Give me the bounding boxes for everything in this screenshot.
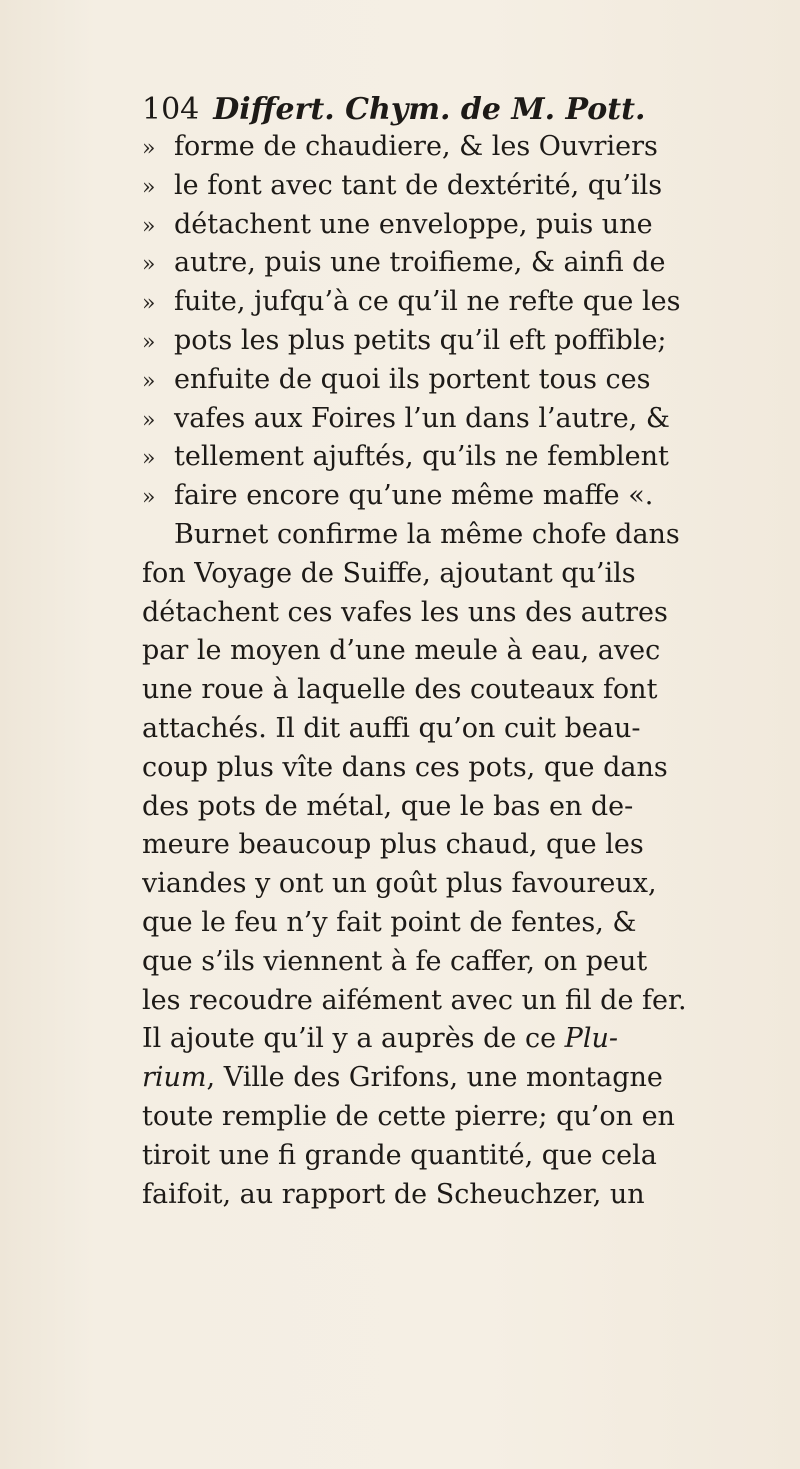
text-line <box>142 1137 772 1176</box>
text-line <box>142 555 772 594</box>
quote-mark: » <box>142 213 156 239</box>
line-text: par le moyen d’une meule à eau, avec <box>142 635 661 667</box>
quote-mark: » <box>142 174 156 200</box>
line-text: enfuite de quoi ils portent tous ces <box>174 363 651 395</box>
text-line <box>142 516 772 555</box>
line-text: une roue à laquelle des couteaux font <box>142 674 658 706</box>
quote-mark: » <box>142 368 156 394</box>
italic-word: rium <box>142 1062 207 1094</box>
running-header <box>142 90 645 130</box>
quote-mark: » <box>142 407 156 433</box>
line-text: attachés. Il dit auffi qu’on cuit beau- <box>142 712 641 744</box>
body-text <box>142 128 772 1214</box>
quote-mark: » <box>142 291 156 317</box>
text-line <box>142 788 772 827</box>
text-line <box>142 477 772 516</box>
text-line <box>142 1176 772 1215</box>
line-text: toute remplie de cette pierre; qu’on en <box>142 1100 675 1132</box>
text-line <box>142 632 772 671</box>
line-text: vafes aux Foires l’un dans l’autre, & <box>174 402 670 434</box>
text-line <box>142 749 772 788</box>
line-text: que le feu n’y fait point de fentes, & <box>142 906 637 938</box>
text-line <box>142 167 772 206</box>
text-line <box>142 865 772 904</box>
line-text: faire encore qu’une même maffe «. <box>174 480 654 512</box>
line-text: Il ajoute qu’il y a auprès de ce <box>142 1023 565 1055</box>
text-line <box>142 283 772 322</box>
text-line <box>142 671 772 710</box>
line-text: des pots de métal, que le bas en de- <box>142 790 634 822</box>
text-line <box>142 361 772 400</box>
line-text: forme de chaudiere, & les Ouvriers <box>174 131 658 162</box>
text-line <box>142 943 772 982</box>
text-line <box>142 826 772 865</box>
quote-mark: » <box>142 485 156 511</box>
line-text: meure beaucoup plus chaud, que les <box>142 829 644 861</box>
line-text: fon Voyage de Suiffe, ajoutant qu’ils <box>142 557 636 589</box>
line-text: Burnet confirme la même chofe dans <box>174 518 680 550</box>
running-title: Differt. Chym. de M. Pott. <box>213 92 646 127</box>
line-text: , Ville des Grifons, une montagne <box>206 1062 663 1094</box>
text-line <box>142 904 772 943</box>
line-text: fuite, jufqu’à ce qu’il ne refte que les <box>174 286 681 318</box>
text-line <box>142 400 772 439</box>
text-line <box>142 710 772 749</box>
text-line <box>142 1020 772 1059</box>
line-text: pots les plus petits qu’il eft poffible; <box>174 324 667 356</box>
line-text: coup plus vîte dans ces pots, que dans <box>142 751 668 783</box>
text-line <box>142 206 772 245</box>
text-line <box>142 128 772 167</box>
quote-mark: » <box>142 252 156 278</box>
quote-mark: » <box>142 446 156 472</box>
text-line <box>142 1098 772 1137</box>
text-line <box>142 594 772 633</box>
line-text: le font avec tant de dextérité, qu’ils <box>174 169 663 201</box>
text-line <box>142 244 772 283</box>
quote-mark: » <box>142 329 156 355</box>
italic-word: Plu- <box>564 1023 618 1055</box>
line-text: tellement ajuftés, qu’ils ne femblent <box>174 441 669 473</box>
line-text: détachent ces vafes les uns des autres <box>142 596 668 628</box>
text-line <box>142 1059 772 1098</box>
text-line <box>142 982 772 1021</box>
line-text: détachent une enveloppe, puis une <box>174 208 653 240</box>
text-line <box>142 322 772 361</box>
line-text: autre, puis une troifieme, & ainfi de <box>174 247 666 279</box>
page-number: 104 <box>142 92 200 127</box>
line-text: faifoit, au rapport de Scheuchzer, un <box>142 1178 645 1210</box>
line-text: viandes y ont un goût plus favoureux, <box>142 868 657 900</box>
quote-mark: » <box>142 136 156 161</box>
line-text: tiroit une fi grande quantité, que cela <box>142 1139 657 1171</box>
line-text: les recoudre aifément avec un fil de fer. <box>142 984 687 1016</box>
line-text: que s’ils viennent à fe caffer, on peut <box>142 945 648 977</box>
text-line <box>142 438 772 477</box>
